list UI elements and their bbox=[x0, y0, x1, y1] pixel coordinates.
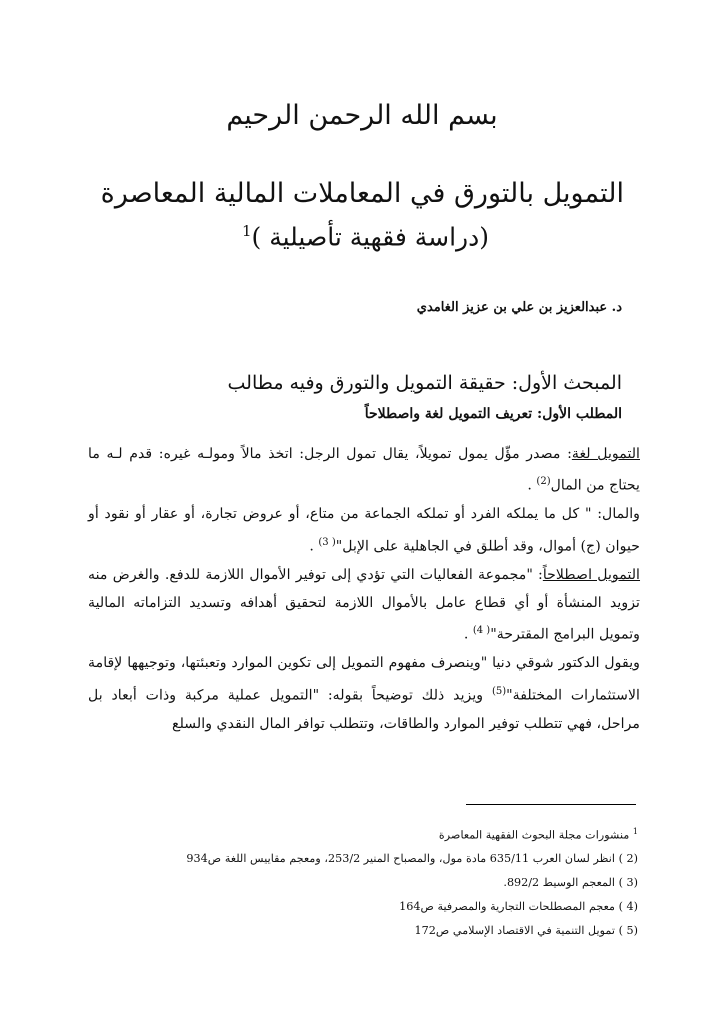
paragraph-money bbox=[88, 500, 640, 560]
footnote-mark: (3 ) bbox=[618, 876, 638, 890]
body-text bbox=[88, 440, 640, 738]
section-heading: المبحث الأول: حقيقة التمويل والتورق وفيه مطالب bbox=[227, 372, 622, 394]
paragraph-text: والمال: " كل ما يملكه الفرد أو تملكه الجماعة من متاع، أو عروض تجارة، أو عقار أو نقود أو حيوان (ج) أموال، وقد أطلق في الجاهلية على الإبل" bbox=[88, 506, 640, 555]
footnote-text: انظر لسان العرب 635/11 مادة مول، والمصباح المنير 253/2، ومعجم مقاييس اللغة ص934 bbox=[186, 852, 619, 866]
footnote-ref: ( 3) bbox=[318, 536, 336, 548]
page-title: التمويل بالتورق في المعاملات المالية المعاصرة bbox=[100, 178, 624, 209]
term-label: التمويل اصطلاحاً bbox=[542, 566, 641, 583]
footnote-text: تمويل التنمية في الاقتصاد الإسلامي ص172 bbox=[414, 923, 619, 937]
paragraph-text: ويقول الدكتور شوقي دنيا "وينصرف مفهوم التمويل إلى تكوين الموارد وتعبئتها، وتوجيهها لإقامة الاستثمارات المختلفة" bbox=[88, 655, 640, 704]
paragraph-text: : مصدر مؤّل يمول تمويلاً، يقال تمول الرجل: اتخذ مالاً ومولـه غيره: قدم لـه ما يحتاج من المال bbox=[88, 446, 640, 495]
footnote-item bbox=[78, 820, 638, 847]
footnote-text: معجم المصطلحات التجارية والمصرفية ص164 bbox=[399, 899, 619, 913]
author-name: د. عبدالعزيز بن علي بن عزيز الغامدي bbox=[416, 300, 622, 315]
footnote-ref: (2) bbox=[536, 476, 551, 488]
footnote-item bbox=[78, 847, 638, 871]
page-subtitle bbox=[89, 222, 489, 251]
subtitle-text: (دراسة فقهية تأصيلية ) bbox=[251, 222, 489, 252]
footnote-divider bbox=[466, 804, 636, 805]
footnote-text: منشورات مجلة البحوث الفقهية المعاصرة bbox=[438, 828, 633, 842]
footnote-ref: ( 4) bbox=[472, 625, 491, 637]
footnote-text: المعجم الوسيط 892/2. bbox=[503, 876, 619, 890]
paragraph-end: . bbox=[527, 478, 537, 495]
paragraph-text: : "مجموعة الفعاليات التي تؤدي إلى توفير الأموال اللازمة للدفع. والغرض منه تزويد المنشأة أو أي قطاع عامل بالأموال اللازمة لتحقيق أهدافه وتسديد التزاماته المالية وتمويل البرامج المقترحة" bbox=[88, 566, 640, 643]
basmala: بسم الله الرحمن الرحيم bbox=[226, 100, 498, 131]
footnote-mark: (4 ) bbox=[618, 899, 638, 913]
paragraph-end: . bbox=[463, 626, 473, 643]
paragraph-finance-linguistic bbox=[88, 440, 640, 500]
footnote-ref: (5) bbox=[491, 685, 507, 697]
paragraph-end: . bbox=[309, 538, 319, 555]
paragraph-dunya-quote bbox=[88, 649, 640, 738]
subsection-heading: المطلب الأول: تعريف التمويل لغة واصطلاحاً bbox=[364, 406, 622, 422]
footnote-mark: (5 ) bbox=[618, 923, 638, 937]
footnote-mark: (2 ) bbox=[618, 852, 638, 866]
footnote-mark: 1 bbox=[632, 827, 638, 836]
title-footnote-mark: 1 bbox=[241, 222, 252, 240]
term-label: التمويل لغة bbox=[571, 446, 640, 462]
footnotes bbox=[78, 820, 638, 942]
footnote-item bbox=[78, 919, 638, 943]
paragraph-text-continued: ويزيد ذلك توضيحاً بقوله: "التمويل عملية مركبة وذات أبعاد بل مراحل، فهي تتطلب توفير الموارد والطاقات، وتتطلب توافر المال النقدي والسلع bbox=[88, 687, 640, 732]
footnote-item bbox=[78, 895, 638, 919]
paragraph-finance-technical bbox=[88, 561, 640, 650]
footnote-item bbox=[78, 871, 638, 895]
